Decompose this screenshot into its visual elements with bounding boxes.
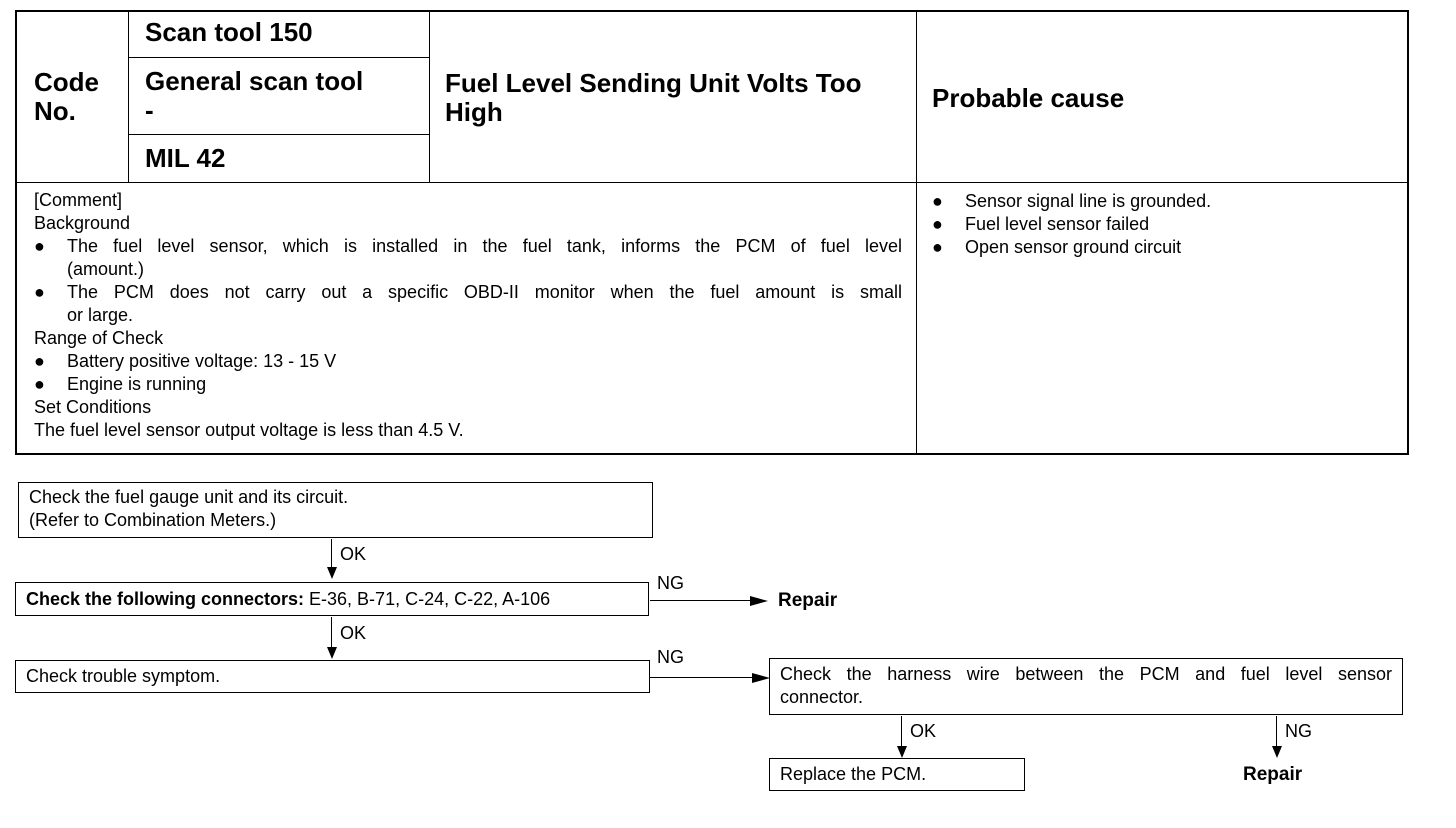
step-text: Replace the PCM. [780,764,927,784]
probable-cause-list [932,190,1392,259]
background-label: Background [34,213,131,233]
bullet-icon: ● [34,351,45,371]
header-divider [429,10,430,183]
probable-cause-heading: Probable cause [932,83,1125,113]
dtc-title [445,69,862,127]
step-text: (Refer to Combination Meters.) [29,510,277,530]
arrow-down-icon [327,647,337,659]
repair-label: Repair [1243,764,1303,785]
arrow-down-icon [897,746,907,758]
cause-item [932,236,1392,259]
general-scan-tool-value: - [145,95,154,125]
range-label: Range of Check [34,328,164,348]
flow-step-replace-pcm [769,758,1025,791]
scan-tool-rule [128,57,429,58]
ng-label: NG [657,573,684,593]
set-conditions-text: The fuel level sensor output voltage is less than 4.5 V. [34,420,464,440]
step-text: connector. [780,687,864,707]
step-text: E-36, B-71, C-24, C-22, A-106 [304,589,551,609]
cause-text: Open sensor ground circuit [965,237,1182,257]
bullet-text: or large. [67,305,134,325]
arrow-down-icon [1272,746,1282,758]
ng-label: NG [657,647,684,667]
step-text: Check the harness wire between the PCM and fuel level sensor [780,664,1392,684]
bullet-text: Engine is running [67,374,207,394]
comment-label: [Comment] [34,190,123,210]
mil-code: MIL 42 [145,143,226,173]
arrow-right-icon [752,673,770,683]
flow-arrow [1276,716,1277,746]
bullet-icon: ● [34,374,45,394]
step-text-bold: Check the following connectors: [26,589,305,609]
bullet-icon: ● [932,214,943,234]
arrow-right-icon [750,596,768,606]
header-divider [128,10,129,183]
range-bullet [34,350,902,373]
ok-label: OK [340,544,367,564]
cause-item [932,213,1392,236]
scan-tool-value: Scan tool 150 [145,17,313,47]
bullet-text: Battery positive voltage: 13 - 15 V [67,351,337,371]
ng-label: NG [1285,721,1312,741]
arrow-down-icon [327,567,337,579]
cause-text: Sensor signal line is grounded. [965,191,1212,211]
comment-block [34,189,902,442]
repair-label: Repair [778,590,838,611]
bullet-text: The PCM does not carry out a specific OBD-II monitor when the fuel amount is small [67,282,902,302]
dtc-title-line2: High [445,97,503,127]
flow-step-check-connectors [15,582,649,616]
flow-arrow [650,600,752,601]
range-bullet [34,373,902,396]
code-no-label: Code No. [34,67,99,126]
bullet-icon: ● [34,282,45,302]
flow-step-check-fuel-gauge [18,482,653,538]
cause-item [932,190,1392,213]
cause-text: Fuel level sensor failed [965,214,1150,234]
flow-arrow [901,716,902,746]
flow-step-check-symptom [15,660,650,693]
bullet-icon: ● [34,236,45,256]
flow-step-check-harness [769,658,1403,715]
bullet-icon: ● [932,191,943,211]
ok-label: OK [340,623,367,643]
dtc-title-line1: Fuel Level Sending Unit Volts Too [445,68,862,98]
bullet-icon: ● [932,237,943,257]
general-scan-tool-label: General scan tool [145,66,364,96]
flow-arrow [331,617,332,647]
set-conditions-label: Set Conditions [34,397,152,417]
bullet-text: (amount.) [67,259,145,279]
bullet-text: The fuel level sensor, which is installed in the fuel tank, informs the PCM of fuel level [67,236,902,256]
scan-tool-rule [128,134,429,135]
background-bullet [34,281,902,327]
flow-arrow [331,539,332,567]
flow-arrow [650,677,752,678]
header-divider [916,10,917,455]
ok-label: OK [910,721,937,741]
step-text: Check the fuel gauge unit and its circuit. [29,487,349,507]
header-bottom-rule [15,182,1409,183]
step-text: Check trouble symptom. [26,666,221,686]
background-bullet [34,235,902,281]
